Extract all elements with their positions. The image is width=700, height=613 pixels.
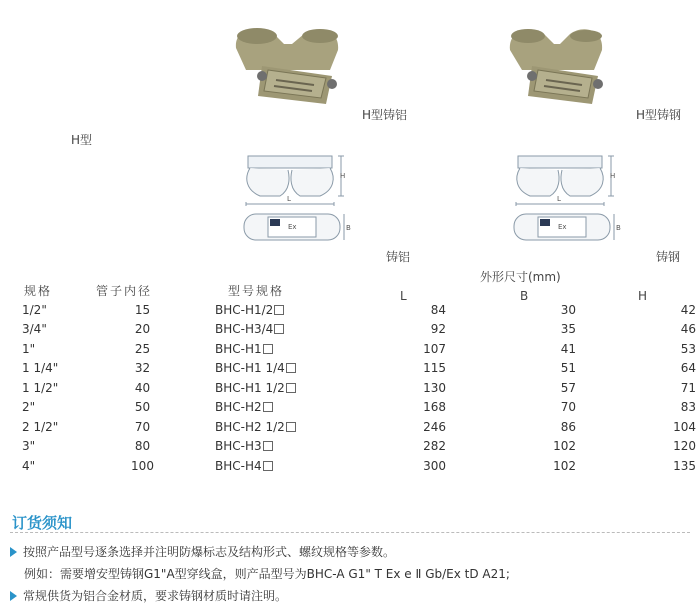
model-cell	[191, 437, 363, 457]
placeholder-box-icon	[263, 461, 273, 471]
h-cell-text: 71	[680, 380, 696, 395]
b-cell	[446, 378, 576, 398]
dim-h-label: H	[340, 172, 346, 180]
size-cell	[22, 359, 94, 379]
caption-h-type: H型	[71, 133, 93, 147]
header-b: B	[520, 289, 529, 303]
table-row	[22, 378, 696, 398]
placeholder-box-icon	[263, 344, 273, 354]
size-cell-text: 1 1/4"	[22, 361, 59, 376]
header-model: 型号规格	[228, 284, 285, 298]
table-row	[22, 339, 696, 359]
b-cell-text: 35	[560, 322, 576, 337]
bore-cell-text: 40	[134, 380, 151, 395]
size-cell	[22, 320, 94, 340]
l-cell-text: 92	[430, 322, 446, 337]
model-cell-text: BHC-H1 1/4	[215, 361, 285, 376]
size-cell	[22, 456, 94, 476]
model-cell	[191, 398, 363, 418]
h-cell-text: 53	[680, 341, 696, 356]
size-cell	[22, 339, 94, 359]
notice-item-1	[10, 543, 395, 560]
b-cell-text: 51	[560, 361, 576, 376]
l-cell-text: 84	[430, 302, 446, 317]
bore-cell-text: 15	[134, 302, 151, 317]
placeholder-box-icon	[274, 324, 284, 334]
b-cell	[446, 359, 576, 379]
model-cell	[191, 417, 363, 437]
h-cell-text: 83	[680, 400, 696, 415]
size-cell-text: 1 1/2"	[22, 380, 59, 395]
bore-cell-text: 80	[134, 439, 151, 454]
notice-item-2	[10, 587, 287, 604]
ex-mark: Ex	[558, 223, 567, 231]
notice-divider	[10, 532, 690, 533]
model-cell-text: BHC-H1	[215, 341, 262, 356]
h-cell	[576, 437, 696, 457]
l-cell	[363, 359, 446, 379]
dim-h-label: H	[610, 172, 616, 180]
size-cell	[22, 300, 94, 320]
model-cell	[191, 456, 363, 476]
bore-cell	[94, 456, 191, 476]
h-cell	[576, 398, 696, 418]
notice-title: 订货须知	[12, 514, 73, 532]
bore-cell-text: 50	[134, 400, 151, 415]
h-cell	[576, 339, 696, 359]
table-row	[22, 320, 696, 340]
dim-l-label: L	[287, 195, 291, 203]
b-cell	[446, 417, 576, 437]
header-dimensions-group: 外形尺寸(mm)	[480, 270, 561, 284]
steel-dimension-drawing	[510, 138, 622, 246]
h-cell-text: 104	[673, 419, 696, 434]
header-h: H	[638, 289, 648, 303]
header-bore: 管子内径	[96, 284, 153, 298]
model-cell	[191, 300, 363, 320]
size-cell	[22, 437, 94, 457]
bore-cell-text: 32	[134, 361, 151, 376]
header-size: 规格	[24, 284, 53, 298]
h-cell-text: 42	[680, 302, 696, 317]
table-row	[22, 456, 696, 476]
h-cell	[576, 378, 696, 398]
h-cell-text: 135	[673, 458, 696, 473]
l-cell	[363, 378, 446, 398]
bore-cell-text: 70	[134, 419, 151, 434]
model-cell-text: BHC-H4	[215, 458, 262, 473]
l-cell	[363, 320, 446, 340]
l-cell	[363, 339, 446, 359]
b-cell-text: 102	[553, 439, 576, 454]
b-cell	[446, 339, 576, 359]
table-row	[22, 359, 696, 379]
size-cell-text: 1"	[22, 341, 36, 356]
placeholder-box-icon	[263, 441, 273, 451]
bore-cell	[94, 378, 191, 398]
l-cell-text: 246	[423, 419, 446, 434]
b-cell-text: 70	[560, 400, 576, 415]
bore-cell	[94, 359, 191, 379]
bore-cell-text: 20	[134, 322, 151, 337]
table-row	[22, 398, 696, 418]
model-cell	[191, 320, 363, 340]
bore-cell	[94, 398, 191, 418]
model-cell	[191, 359, 363, 379]
bore-cell	[94, 437, 191, 457]
caption-cast-steel: H型铸钢	[636, 108, 682, 122]
b-cell-text: 41	[560, 341, 576, 356]
h-cell	[576, 320, 696, 340]
caption-cast-aluminum: H型铸铝	[362, 108, 408, 122]
l-cell-text: 115	[423, 361, 446, 376]
size-cell-text: 1/2"	[22, 302, 47, 317]
bore-cell	[94, 320, 191, 340]
bore-cell	[94, 339, 191, 359]
label-cast-steel: 铸钢	[656, 250, 681, 264]
l-cell	[363, 456, 446, 476]
placeholder-box-icon	[286, 422, 296, 432]
b-cell	[446, 456, 576, 476]
model-cell	[191, 378, 363, 398]
b-cell-text: 86	[560, 419, 576, 434]
l-cell-text: 168	[423, 400, 446, 415]
bore-cell	[94, 417, 191, 437]
l-cell	[363, 417, 446, 437]
dim-b-label: B	[346, 224, 351, 232]
size-cell	[22, 398, 94, 418]
size-cell-text: 2"	[22, 400, 36, 415]
model-cell-text: BHC-H2	[215, 400, 262, 415]
model-cell-text: BHC-H1 1/2	[215, 380, 285, 395]
label-cast-aluminum: 铸铝	[386, 250, 411, 264]
ex-mark: Ex	[288, 223, 297, 231]
h-cell	[576, 359, 696, 379]
model-cell-text: BHC-H3	[215, 439, 262, 454]
b-cell-text: 102	[553, 458, 576, 473]
b-cell	[446, 398, 576, 418]
size-cell	[22, 417, 94, 437]
aluminum-dimension-drawing	[240, 138, 352, 246]
bullet-arrow-icon	[10, 547, 17, 557]
l-cell	[363, 300, 446, 320]
notice-example: 例如：需要增安型铸钢G1"A型穿线盒，则产品型号为BHC-A G1" T Ex e Ⅱ Gb/Ex tD A21;	[24, 567, 510, 581]
b-cell	[446, 300, 576, 320]
table-row	[22, 437, 696, 457]
placeholder-box-icon	[286, 363, 296, 373]
l-cell-text: 282	[423, 439, 446, 454]
notice-item-2-text: 常规供货为铝合金材质，要求铸钢材质时请注明。	[23, 589, 288, 603]
size-cell	[22, 378, 94, 398]
bullet-arrow-icon	[10, 591, 17, 601]
h-cell-text: 120	[673, 439, 696, 454]
bore-cell-text: 25	[134, 341, 151, 356]
dim-l-label: L	[557, 195, 561, 203]
spec-table	[22, 300, 696, 476]
bore-cell	[94, 300, 191, 320]
size-cell-text: 4"	[22, 458, 36, 473]
b-cell	[446, 320, 576, 340]
h-cell-text: 46	[680, 322, 696, 337]
notice-item-1-text: 按照产品型号逐条选择并注明防爆标志及结构形式、螺纹规格等参数。	[23, 545, 396, 559]
h-cell	[576, 417, 696, 437]
model-cell-text: BHC-H2 1/2	[215, 419, 285, 434]
model-cell-text: BHC-H1/2	[215, 302, 274, 317]
model-cell-text: BHC-H3/4	[215, 322, 274, 337]
b-cell-text: 30	[560, 302, 576, 317]
b-cell-text: 57	[560, 380, 576, 395]
size-cell-text: 3"	[22, 439, 36, 454]
b-cell	[446, 437, 576, 457]
l-cell-text: 130	[423, 380, 446, 395]
header-l: L	[400, 289, 407, 303]
table-row	[22, 417, 696, 437]
size-cell-text: 3/4"	[22, 322, 47, 337]
placeholder-box-icon	[286, 383, 296, 393]
l-cell	[363, 398, 446, 418]
h-cell	[576, 456, 696, 476]
l-cell-text: 107	[423, 341, 446, 356]
dim-b-label: B	[616, 224, 621, 232]
placeholder-box-icon	[274, 305, 284, 315]
cast-aluminum-product-image	[222, 18, 354, 104]
l-cell	[363, 437, 446, 457]
cast-steel-product-image	[502, 18, 610, 104]
model-cell	[191, 339, 363, 359]
h-cell-text: 64	[680, 361, 696, 376]
size-cell-text: 2 1/2"	[22, 419, 59, 434]
bore-cell-text: 100	[131, 458, 154, 473]
h-cell	[576, 300, 696, 320]
l-cell-text: 300	[423, 458, 446, 473]
table-row	[22, 300, 696, 320]
placeholder-box-icon	[263, 402, 273, 412]
